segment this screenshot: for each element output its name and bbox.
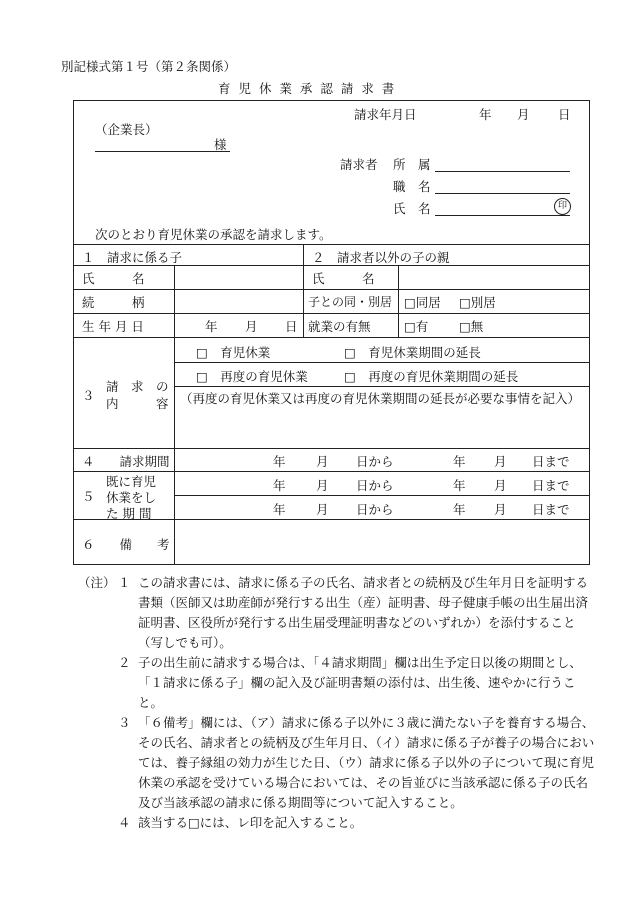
section-2-header: ２ 請求者以外の子の親	[312, 250, 450, 265]
option-reextend-checkbox[interactable]: □ 再度の育児休業期間の延長	[344, 369, 519, 384]
position-label: 職 名	[393, 179, 431, 194]
period-month: 月	[316, 454, 329, 469]
name-label: 氏 名	[393, 201, 431, 216]
period-month: 月	[316, 478, 329, 493]
rule	[174, 265, 175, 565]
section-5-label-line1: 既に育児	[106, 474, 157, 489]
parent-name-label: 氏 名	[312, 271, 375, 286]
name-field[interactable]	[435, 215, 570, 216]
period-year: 年	[273, 478, 286, 493]
cohabit-label: 子との同・別居	[308, 295, 393, 309]
note-2	[78, 653, 598, 713]
period-year: 年	[273, 502, 286, 517]
section-5-label-line3: た 期 間	[106, 506, 152, 521]
note-3	[78, 713, 598, 813]
rule	[174, 495, 590, 496]
employment-label: 就業の有無	[308, 319, 371, 334]
addressee-label: （企業長）	[95, 122, 158, 137]
rule	[73, 289, 590, 290]
request-month: 月	[517, 107, 530, 122]
reason-note: （再度の育児休業又は再度の育児休業期間の延長が必要な事情を記入）	[180, 391, 581, 406]
period-year: 年	[453, 478, 466, 493]
section-3-label-line2: 内 容	[106, 396, 169, 411]
period-until: 日まで	[532, 454, 570, 469]
employment-no-checkbox[interactable]: □無	[459, 319, 484, 334]
affiliation-field[interactable]	[435, 171, 570, 172]
child-name-label: 氏 名	[82, 271, 145, 286]
period-from: 日から	[356, 478, 394, 493]
note-text: 該当する□には、レ印を記入すること。	[138, 815, 363, 830]
rule	[174, 362, 590, 363]
period-month: 月	[494, 502, 507, 517]
period-year: 年	[273, 454, 286, 469]
notes-prefix: （注）	[78, 575, 116, 590]
child-birth-label: 生 年 月 日	[82, 319, 144, 334]
notes	[78, 573, 598, 833]
note-text: 子の出生前に請求する場合は、「４請求期間」欄は出生予定日以後の期間とし、「１請求に係る子」欄の記入及び証明書類の添付は、出生後、速やかに行うこと。	[138, 655, 582, 710]
employment-yes-checkbox[interactable]: □有	[404, 319, 429, 334]
addressee-line[interactable]	[95, 151, 230, 152]
page-title: 育 児 休 業 承 認 請 求 書	[218, 81, 397, 96]
section-4-label: ４ 請求期間	[82, 454, 170, 469]
form-label: 別記様式第１号（第２条関係）	[61, 59, 237, 74]
section-5-number: ５	[82, 489, 95, 504]
cohabit-separate-checkbox[interactable]: □別居	[459, 295, 496, 310]
note-number: ４	[118, 815, 131, 830]
rule	[398, 265, 399, 337]
note-text: 「６備考」欄には、（ア）請求に係る子以外に３歳に満たない子を養育する場合、その氏名、請求者との続柄及び生年月日、（イ）請求に係る子が養子の場合においては、養子縁組の効力が生じた日、（ウ）請求に係る子以外の子について現に育児休業の承認を受けている場合においては、その旨並びに当該承認に係る子の氏名及び当該承認の請求に係る期間等について記入すること。	[138, 715, 595, 810]
note-number: ３	[118, 715, 131, 730]
section-1-header: １ 請求に係る子	[82, 250, 183, 265]
rule	[73, 448, 590, 449]
note-4	[78, 813, 598, 833]
period-month: 月	[494, 478, 507, 493]
option-leave-checkbox[interactable]: □ 育児休業	[196, 345, 271, 360]
option-extend-checkbox[interactable]: □ 育児休業期間の延長	[344, 345, 481, 360]
period-from: 日から	[356, 502, 394, 517]
period-year: 年	[453, 454, 466, 469]
cohabit-same-checkbox[interactable]: □同居	[404, 295, 441, 310]
requester-label: 請求者	[340, 157, 378, 172]
period-year: 年	[453, 502, 466, 517]
note-1	[78, 573, 598, 653]
rule	[174, 386, 590, 387]
note-number: １	[118, 575, 131, 590]
section-6-label: ６ 備 考	[82, 537, 170, 552]
rule	[73, 313, 590, 314]
sama-label: 様	[214, 137, 227, 152]
request-year: 年	[479, 107, 492, 122]
period-from: 日から	[356, 454, 394, 469]
rule	[303, 244, 304, 337]
seal-icon: 印	[554, 198, 571, 215]
rule	[73, 337, 590, 338]
option-reuse-checkbox[interactable]: □ 再度の育児休業	[196, 369, 308, 384]
birth-day: 日	[285, 319, 298, 334]
request-day: 日	[558, 107, 571, 122]
section-5-label-line2: 休業をし	[106, 490, 157, 505]
section-3-label-line1: 請 求 の	[106, 379, 169, 394]
intro-text: 次のとおり育児休業の承認を請求します。	[95, 227, 332, 242]
period-month: 月	[494, 454, 507, 469]
child-relation-label: 続 柄	[82, 295, 145, 310]
birth-month: 月	[245, 319, 258, 334]
period-until: 日まで	[532, 502, 570, 517]
period-month: 月	[316, 502, 329, 517]
birth-year: 年	[205, 319, 218, 334]
section-3-number: ３	[82, 388, 95, 403]
period-until: 日まで	[532, 478, 570, 493]
rule	[73, 244, 590, 245]
request-date-label: 請求年月日	[354, 107, 417, 122]
position-field[interactable]	[435, 193, 570, 194]
note-text: この請求書には、請求に係る子の氏名、請求者との続柄及び生年月日を証明する書類（医師又は助産師が発行する出生（産）証明書、母子健康手帳の出生届出済証明書、区役所が発行する出生届受理証明書などのいずれか）を添付すること（写しでも可）。	[138, 575, 589, 650]
note-number: ２	[118, 655, 131, 670]
affiliation-label: 所 属	[393, 157, 431, 172]
